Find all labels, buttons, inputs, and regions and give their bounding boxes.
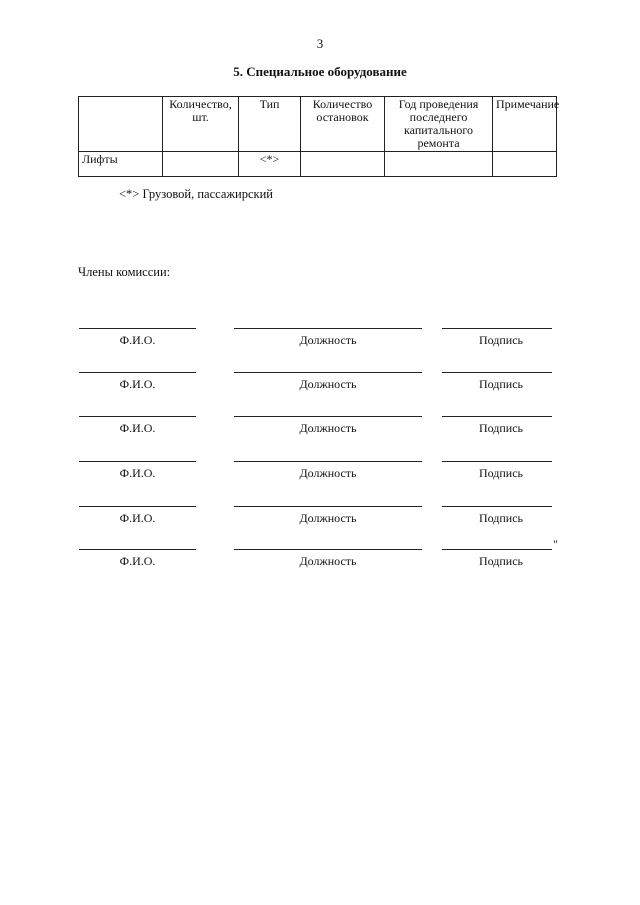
position-caption: Должность xyxy=(299,421,357,435)
fio-line xyxy=(79,328,196,329)
footnote: <*> Грузовой, пассажирский xyxy=(119,187,273,201)
fio-caption: Ф.И.О. xyxy=(119,377,156,391)
signature-row xyxy=(0,537,640,569)
closing-quote-mark: " xyxy=(553,537,558,551)
header-cell-repair-year: Год проведения последнего капитального ремонта xyxy=(385,97,493,152)
header-cell-type: Тип xyxy=(239,97,301,152)
signature-caption: Подпись xyxy=(478,511,524,525)
position-caption: Должность xyxy=(299,466,357,480)
position-caption: Должность xyxy=(299,377,357,391)
fio-line xyxy=(79,372,196,373)
signature-row xyxy=(0,416,640,436)
equipment-table xyxy=(78,96,560,177)
header-cell-empty xyxy=(79,97,163,152)
header-cell-note: Примечание xyxy=(493,97,557,152)
signature-row xyxy=(0,461,640,481)
fio-line xyxy=(79,461,196,462)
signature-line xyxy=(442,461,552,462)
table-cell xyxy=(493,152,557,177)
members-label: Члены комиссии: xyxy=(78,265,171,279)
signature-line xyxy=(442,328,552,329)
table-header-row xyxy=(79,97,557,152)
table-cell xyxy=(301,152,385,177)
section-title: 5. Специальное оборудование xyxy=(233,64,407,79)
position-line xyxy=(234,416,422,417)
header-cell-quantity: Количество, шт. xyxy=(163,97,239,152)
position-line xyxy=(234,372,422,373)
signature-caption: Подпись xyxy=(478,466,524,480)
signature-line xyxy=(442,549,552,550)
signature-line xyxy=(442,372,552,373)
position-line xyxy=(234,549,422,550)
position-caption: Должность xyxy=(299,554,357,568)
position-line xyxy=(234,506,422,507)
table-cell: <*> xyxy=(239,152,301,177)
signature-caption: Подпись xyxy=(478,554,524,568)
signature-caption: Подпись xyxy=(478,377,524,391)
table-cell xyxy=(163,152,239,177)
fio-caption: Ф.И.О. xyxy=(119,554,156,568)
signature-row xyxy=(0,328,640,348)
table-cell xyxy=(385,152,493,177)
signature-caption: Подпись xyxy=(478,421,524,435)
fio-caption: Ф.И.О. xyxy=(119,466,156,480)
signature-line xyxy=(442,506,552,507)
fio-caption: Ф.И.О. xyxy=(119,511,156,525)
position-caption: Должность xyxy=(299,333,357,347)
signature-line xyxy=(442,416,552,417)
signature-row xyxy=(0,372,640,392)
position-line xyxy=(234,461,422,462)
fio-caption: Ф.И.О. xyxy=(119,421,156,435)
table-cell: Лифты xyxy=(79,152,163,177)
fio-line xyxy=(79,416,196,417)
fio-line xyxy=(79,549,196,550)
fio-line xyxy=(79,506,196,507)
table-row xyxy=(79,152,557,177)
signature-caption: Подпись xyxy=(478,333,524,347)
fio-caption: Ф.И.О. xyxy=(119,333,156,347)
page-number: 3 xyxy=(316,36,324,51)
position-line xyxy=(234,328,422,329)
position-caption: Должность xyxy=(299,511,357,525)
header-cell-stops: Количество остановок xyxy=(301,97,385,152)
signature-row xyxy=(0,506,640,526)
